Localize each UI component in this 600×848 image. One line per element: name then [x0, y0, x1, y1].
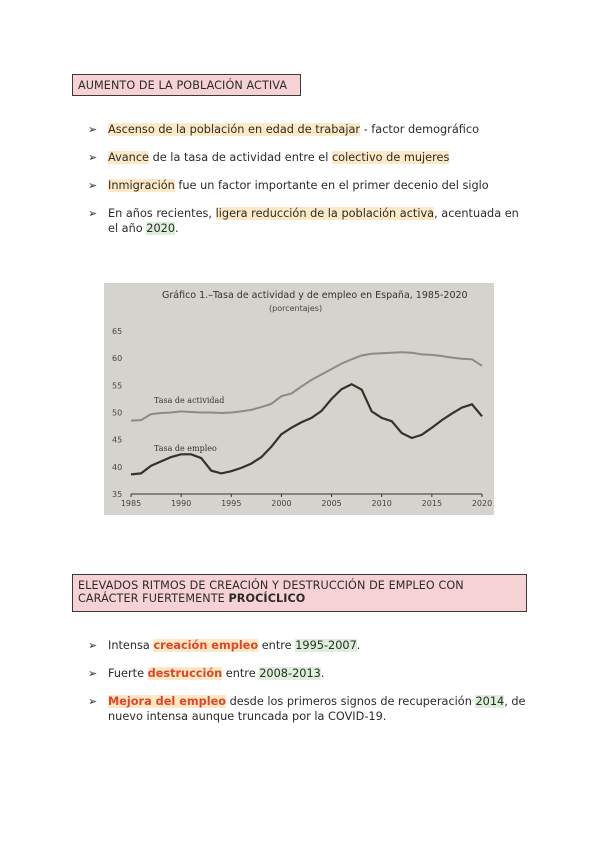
body-text: Fuerte	[108, 667, 148, 680]
list-item	[88, 123, 528, 138]
bullet-list-1	[88, 123, 528, 236]
body-text: de la tasa de actividad entre el	[149, 151, 332, 164]
body-text: entre	[222, 667, 260, 680]
x-tick-label: 1995	[221, 499, 242, 508]
highlight-text: Mejora del empleo	[108, 695, 227, 708]
x-tick-label: 1985	[120, 499, 142, 508]
series-label-actividad: Tasa de actividad	[154, 396, 225, 405]
section-title-bold: PROCÍCLICO	[228, 592, 306, 605]
x-tick-label: 2010	[371, 499, 392, 508]
series-label-empleo: Tasa de empleo	[154, 444, 217, 453]
y-tick-label: 60	[112, 354, 123, 364]
x-tick-label: 2020	[471, 499, 493, 508]
body-text: En años recientes,	[108, 207, 216, 220]
x-tick-label: 2015	[421, 499, 443, 508]
section-title-text: AUMENTO DE LA POBLACIÓN ACTIVA	[78, 79, 288, 92]
body-text: .	[356, 639, 361, 652]
highlight-year: 2014	[475, 695, 505, 708]
chart-photo	[104, 283, 494, 515]
x-tick-label: 2005	[321, 499, 342, 508]
arrow-bullet-icon: ➢	[88, 151, 98, 164]
highlight-text: Avance	[108, 151, 149, 164]
highlight-text: Ascenso de la población en edad de trabajar	[108, 123, 361, 136]
bullet-list-2	[88, 639, 528, 724]
y-tick-labels	[112, 327, 122, 499]
list-item	[88, 639, 528, 654]
x-tick-label: 2000	[271, 499, 292, 508]
body-text: , acentuada en el año	[108, 207, 519, 235]
highlight-text: Inmigración	[108, 179, 175, 192]
body-text: .	[320, 667, 325, 680]
highlight-year: 1995-2007	[295, 639, 357, 652]
arrow-bullet-icon: ➢	[88, 179, 98, 192]
highlight-year: 2020	[146, 221, 176, 235]
y-tick-label: 35	[112, 490, 123, 499]
arrow-bullet-icon: ➢	[88, 639, 98, 652]
body-text: Intensa	[108, 639, 154, 652]
body-text: - factor demográfico	[360, 123, 479, 136]
section-title-ritmos-empleo	[72, 574, 527, 612]
y-tick-label: 50	[112, 408, 123, 418]
y-tick-label: 65	[112, 327, 123, 336]
highlight-text: creación empleo	[153, 639, 259, 652]
body-text: entre	[258, 639, 296, 652]
chart-title: Gráfico 1.–Tasa de actividad y de empleo en España, 1985-2020	[162, 290, 468, 301]
y-tick-label: 55	[112, 381, 123, 391]
activity-employment-chart	[104, 283, 494, 515]
x-tick-label: 1990	[170, 499, 192, 508]
y-tick-label: 40	[112, 462, 123, 472]
body-text: .	[175, 221, 179, 235]
section-title-text: ELEVADOS RITMOS DE CREACIÓN Y DESTRUCCIÓN DE EMPLEO CON CARÁCTER FUERTEMENTE	[78, 579, 464, 605]
arrow-bullet-icon: ➢	[88, 695, 98, 708]
body-text: desde los primeros signos de recuperación	[226, 695, 476, 708]
highlight-text: destrucción	[147, 667, 223, 680]
list-item	[88, 207, 528, 236]
arrow-bullet-icon: ➢	[88, 123, 98, 136]
series-line-actividad	[131, 352, 482, 420]
highlight-text: colectivo de mujeres	[331, 151, 450, 164]
x-tick-labels	[121, 494, 492, 508]
y-tick-label: 45	[112, 435, 123, 445]
arrow-bullet-icon: ➢	[88, 207, 98, 220]
section-title-poblacion-activa	[72, 74, 301, 96]
body-text: fue un factor importante en el primer decenio del siglo	[174, 179, 489, 192]
chart-subtitle: (porcentajes)	[269, 304, 323, 313]
list-item	[88, 179, 528, 194]
arrow-bullet-icon: ➢	[88, 667, 98, 680]
list-item	[88, 151, 528, 166]
list-item	[88, 695, 528, 724]
highlight-year: 2008-2013	[259, 667, 321, 680]
highlight-text: ligera reducción de la población activa	[215, 207, 435, 220]
body-text: , de nuevo intensa aunque truncada por la COVID-19.	[108, 695, 526, 723]
list-item	[88, 667, 528, 682]
